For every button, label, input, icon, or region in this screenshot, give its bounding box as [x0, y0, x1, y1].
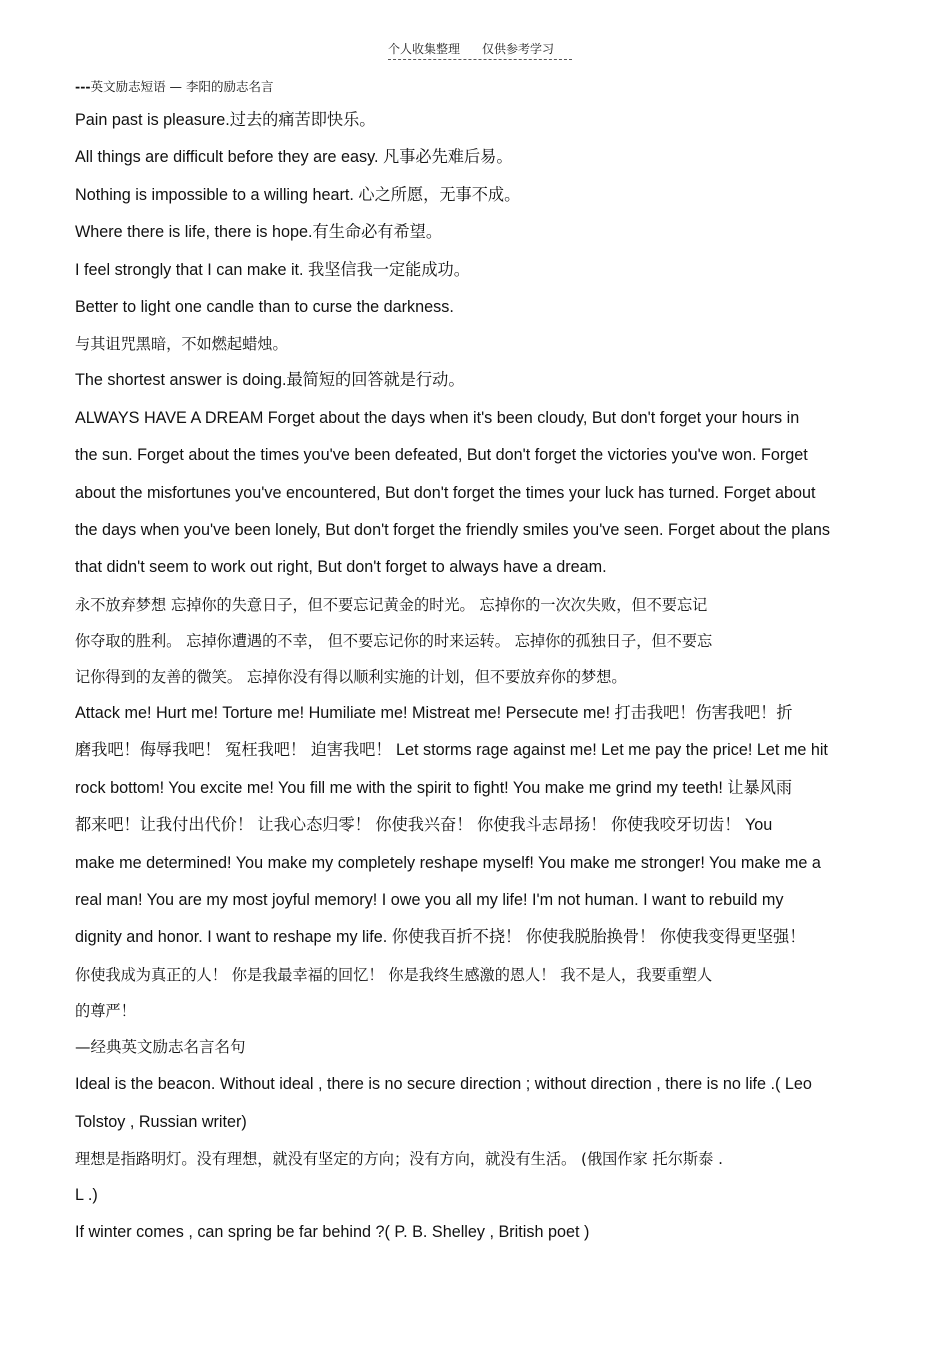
text-line: about the misfortunes you've encountered, But don't forget the times your luck has turned. Forget about: [75, 483, 816, 502]
text-line: the days when you've been lonely, But don't forget the friendly smiles you've seen. Forget about the plans: [75, 521, 830, 540]
header-left-text: 个人收集整理: [388, 42, 461, 56]
text-line: 都来吧！让我付出代价！ 让我心态归零！ 你使我兴奋！ 你使我斗志昂扬！ 你使我咬牙切齿！ You: [75, 816, 773, 835]
text-line: Where there is life, there is hope.有生命必有希望。: [75, 223, 443, 242]
text-line: real man! You are my most joyful memory! I owe you all my life! I'm not human. I want to rebuild my: [75, 890, 784, 909]
text-line: If winter comes , can spring be far behind ?( P. B. Shelley , British poet ): [75, 1223, 590, 1242]
text-line: ALWAYS HAVE A DREAM Forget about the days when it's been cloudy, But don't forget your hours in: [75, 408, 800, 427]
text-line: 你使我成为真正的人！ 你是我最幸福的回忆！ 你是我终生感激的恩人！ 我不是人，我要重塑人: [75, 965, 713, 984]
page-header: [388, 40, 572, 60]
text-line: rock bottom! You excite me! You fill me with the spirit to fight! You make me grind my teeth! 让暴风雨: [75, 778, 793, 797]
text-line: The shortest answer is doing.最简短的回答就是行动。: [75, 371, 465, 390]
text-line: Attack me! Hurt me! Torture me! Humiliate me! Mistreat me! Persecute me! 打击我吧！伤害我吧！折: [75, 703, 793, 722]
text-line: L .): [75, 1185, 98, 1204]
header-right-text: 仅供参考学习: [482, 42, 555, 56]
text-line: 的尊严！: [75, 1001, 136, 1020]
text-line: the sun. Forget about the times you've been defeated, But don't forget the victories you've won. Forget: [75, 446, 808, 465]
text-line: 你夺取的胜利。 忘掉你遭遇的不幸， 但不要忘记你的时来运转。 忘掉你的孤独日子，但不要忘: [75, 631, 713, 650]
text-line: Tolstoy , Russian writer): [75, 1112, 247, 1131]
section-heading: —经典英文励志名言名句: [75, 1037, 246, 1056]
text-line: Pain past is pleasure.过去的痛苦即快乐。: [75, 111, 376, 129]
text-line: make me determined! You make my completely reshape myself! You make me stronger! You make me a: [75, 853, 821, 872]
text-line: 记你得到的友善的微笑。 忘掉你没有得以顺利实施的计划，但不要放弃你的梦想。: [75, 667, 627, 686]
text-line: 永不放弃梦想 忘掉你的失意日子，但不要忘记黄金的时光。 忘掉你的一次次失败，但不要忘记: [75, 595, 708, 614]
text-line: 理想是指路明灯。没有理想，就没有坚定的方向；没有方向，就没有生活。 (俄国作家 托尔斯泰 .: [75, 1149, 723, 1168]
intro-heading: [75, 76, 915, 98]
text-line: I feel strongly that I can make it. 我坚信我一定能成功。: [75, 260, 470, 279]
intro-text: 英文励志短语 — 李阳的励志名言: [90, 79, 274, 94]
text-line: 磨我吧！侮辱我吧！ 冤枉我吧！ 迫害我吧！ Let storms rage against me! Let me pay the price! Let me hit: [75, 741, 828, 760]
intro-dash: ---: [75, 79, 91, 94]
text-line: that didn't seem to work out right, But don't forget to always have a dream.: [75, 558, 607, 577]
text-line: dignity and honor. I want to reshape my life. 你使我百折不挠！ 你使我脱胎换骨！ 你使我变得更坚强！: [75, 928, 806, 947]
text-line: 与其诅咒黑暗，不如燃起蜡烛。: [75, 335, 288, 354]
text-line: All things are difficult before they are easy. 凡事必先难后易。: [75, 148, 513, 167]
document-body: [75, 76, 915, 1252]
text-line: Ideal is the beacon. Without ideal , there is no secure direction ; without direction , there is no life .( Leo: [75, 1075, 812, 1094]
text-line: Better to light one candle than to curse the darkness.: [75, 298, 454, 317]
text-line: Nothing is impossible to a willing heart. 心之所愿，无事不成。: [75, 185, 521, 204]
